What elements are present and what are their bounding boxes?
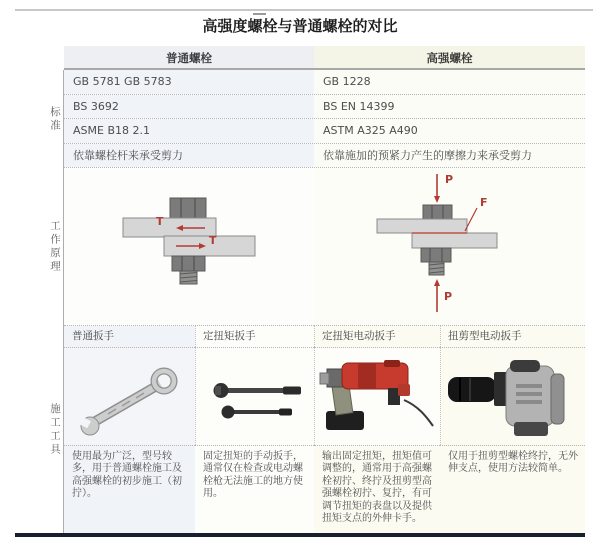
- table-row-shear-mechanism: [64, 144, 585, 169]
- standard-cell-high-strength: ASTM A325 A490: [314, 119, 585, 143]
- tool-name-torque-wrench: 定扭矩扳手: [195, 326, 314, 348]
- tool-name-electric-torque-wrench: 定扭矩电动扳手: [314, 326, 440, 348]
- standard-cell-high-strength: GB 1228: [314, 70, 585, 94]
- standard-cell-ordinary: GB 5781 GB 5783: [64, 70, 314, 94]
- row-label-construction-tools: 施工工具: [49, 403, 61, 457]
- tool-name-ordinary-wrench: 普通扳手: [64, 326, 195, 348]
- bottom-divider-bar: [15, 533, 585, 537]
- table-row-standard-asme: [64, 119, 585, 144]
- row-label-standards: 标准: [49, 105, 61, 133]
- tool-image-cell: [195, 348, 314, 446]
- electric-torque-wrench-icon: [314, 348, 440, 445]
- shear-force-label: T: [156, 215, 164, 228]
- standard-cell-ordinary: BS 3692: [64, 95, 314, 119]
- page-title: 高强度螺栓与普通螺栓的对比: [202, 17, 398, 35]
- table-row-standard-gb: [64, 70, 585, 95]
- tool-description-shear-type-electric-wrench: 仅用于扭剪型螺栓终拧，无外伸支点，使用方法较简单。: [440, 446, 585, 533]
- tool-image-cell: [314, 348, 440, 446]
- tool-image-cell: [440, 348, 585, 446]
- top-divider: [15, 9, 593, 11]
- shear-type-electric-wrench-icon: [440, 348, 585, 445]
- row-label-working-principle: 工作原理: [49, 220, 61, 274]
- diagram-cell-ordinary-bolt: [64, 168, 314, 326]
- ordinary-bolt-shear-diagram-icon: [64, 168, 314, 326]
- diagram-cell-high-strength-bolt: [314, 168, 585, 326]
- tool-description-ordinary-wrench: 使用最为广泛，型号较多，用于普通螺栓施工及高强螺栓的初步施工（初拧）。: [64, 446, 195, 533]
- tool-description-torque-wrench: 固定扭矩的手动扳手，通常仅在检查或电动螺栓枪无法施工的地方使用。: [195, 446, 314, 533]
- tool-image-cell: [64, 348, 195, 446]
- column-header-high-strength-bolt: 高强螺栓: [314, 46, 585, 70]
- torque-wrench-icon: [195, 348, 314, 445]
- standard-cell-high-strength: BS EN 14399: [314, 95, 585, 119]
- tool-name-shear-type-electric-wrench: 扭剪型电动扳手: [440, 326, 585, 348]
- shear-mechanism-high-strength: 依靠施加的预紧力产生的摩擦力来承受剪力: [314, 144, 585, 168]
- friction-force-label: F: [480, 196, 488, 209]
- preload-force-label: P: [444, 290, 453, 303]
- standard-cell-ordinary: ASME B18 2.1: [64, 119, 314, 143]
- preload-force-label: P: [445, 173, 454, 186]
- combination-wrench-icon: [64, 348, 195, 445]
- table-row-standard-bs: [64, 95, 585, 120]
- column-header-ordinary-bolt: 普通螺栓: [64, 46, 314, 70]
- tool-description-electric-torque-wrench: 输出固定扭矩，扭矩值可调整的，通常用于高强螺栓初拧、终拧及扭剪型高强螺栓初拧、复拧，有可调节扭矩的表盘以及提供扭矩支点的外伸卡手。: [314, 446, 440, 533]
- shear-mechanism-ordinary: 依靠螺栓杆来承受剪力: [64, 144, 314, 168]
- shear-force-label: T: [209, 234, 217, 247]
